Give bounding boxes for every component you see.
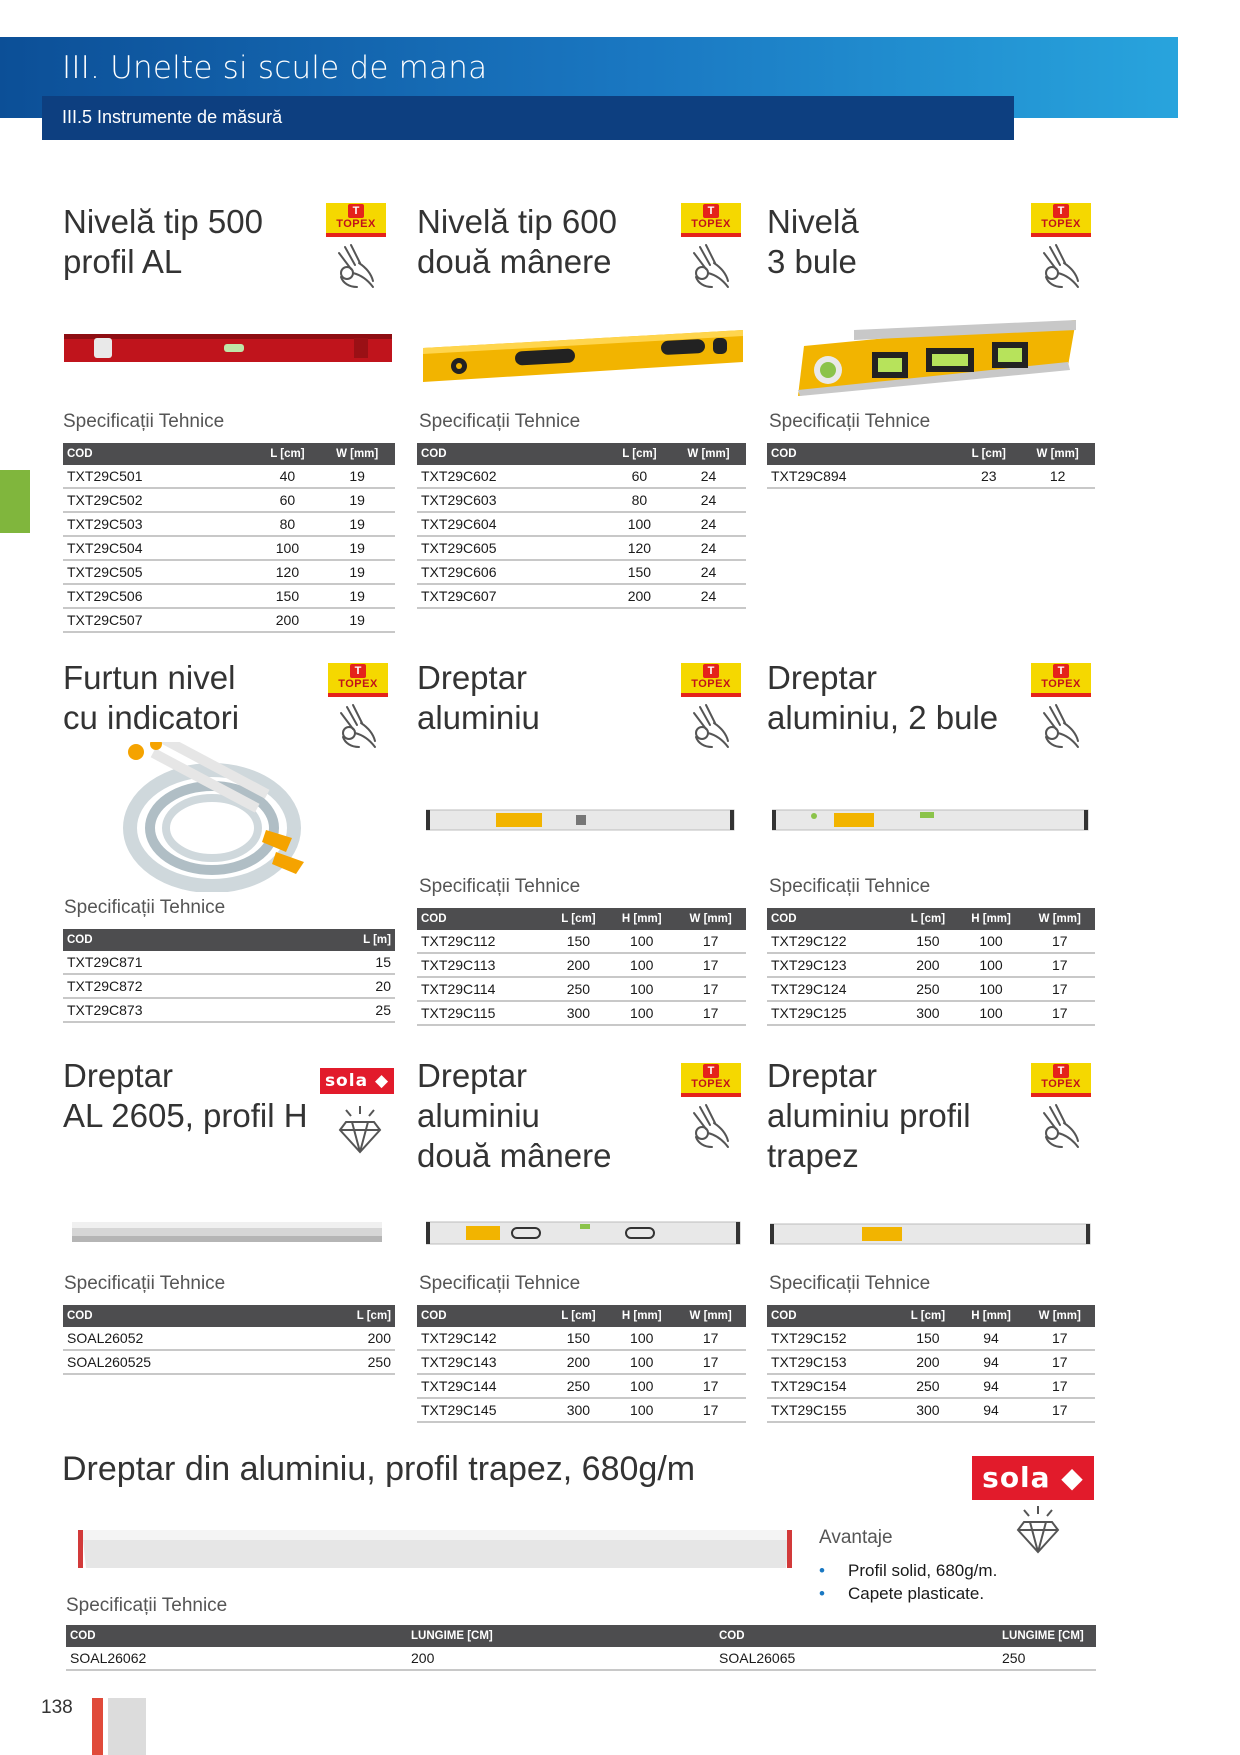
table-cell: 19: [319, 488, 395, 512]
advantage-item: • Capete plasticate.: [819, 1584, 997, 1607]
column-header: COD: [417, 908, 549, 930]
table-cell: 100: [608, 930, 675, 953]
table-cell: 100: [608, 1374, 675, 1398]
table-cell: TXT29C872: [63, 974, 295, 998]
table-row: [63, 465, 395, 488]
topex-t-mark: T: [703, 204, 719, 218]
table-cell: 40: [256, 465, 320, 488]
column-header: L [cm]: [898, 908, 957, 930]
table-cell: 100: [958, 930, 1025, 953]
table-cell: TXT29C143: [417, 1350, 549, 1374]
table-cell: 150: [549, 1327, 609, 1350]
table-cell: 250: [998, 1647, 1096, 1670]
spec-label: Specificații Tehnice: [63, 411, 225, 432]
column-header: COD: [767, 908, 898, 930]
table-cell: 24: [671, 584, 746, 608]
table-cell: 94: [958, 1350, 1025, 1374]
table-cell: TXT29C604: [417, 512, 608, 536]
topex-t-mark: T: [348, 204, 364, 218]
topex-wordmark: TOPEX: [1041, 218, 1081, 230]
topex-logo: [681, 203, 741, 237]
table-cell: 17: [675, 1398, 746, 1422]
table-cell: 24: [671, 465, 746, 488]
table-cell: 150: [898, 930, 957, 953]
topex-t-mark: T: [1053, 204, 1069, 218]
featured-product-image: [78, 1528, 792, 1570]
page-title: III. Unelte si scule de mana: [62, 50, 488, 86]
product-image-level-3-bubbles: [794, 318, 1080, 396]
table-cell: 120: [256, 560, 320, 584]
column-header: COD: [63, 1305, 295, 1327]
table-row: [417, 560, 746, 584]
column-header: L [m]: [295, 929, 395, 951]
product-image-trapeze-profile: [770, 1222, 1092, 1246]
table-header-row: [417, 443, 746, 465]
ok-hand-icon: [335, 703, 381, 754]
table-cell: 100: [256, 536, 320, 560]
table-cell: 17: [1025, 977, 1096, 1001]
table-cell: 250: [898, 1374, 957, 1398]
product-title: Dreptar aluminiu profil trapez: [767, 1057, 971, 1174]
topex-wordmark: TOPEX: [691, 218, 731, 230]
spec-label: Specificații Tehnice: [769, 876, 931, 897]
sola-wordmark: sola: [324, 1071, 369, 1091]
table-row: [767, 930, 1095, 953]
footer-marker-grey: [108, 1698, 146, 1755]
spec-table: [417, 908, 746, 1026]
table-cell: TXT29C123: [767, 953, 898, 977]
table-cell: 17: [675, 1350, 746, 1374]
table-cell: TXT29C153: [767, 1350, 898, 1374]
column-header: L [cm]: [957, 443, 1020, 465]
table-cell: TXT29C505: [63, 560, 256, 584]
table-row: [63, 1350, 395, 1374]
table-cell: 24: [671, 560, 746, 584]
table-cell: TXT29C602: [417, 465, 608, 488]
table-cell: TXT29C506: [63, 584, 256, 608]
advantages-list: [819, 1561, 997, 1607]
table-row: [63, 974, 395, 998]
table-cell: 80: [256, 512, 320, 536]
table-row: [767, 977, 1095, 1001]
table-cell: 24: [671, 536, 746, 560]
table-cell: 94: [958, 1374, 1025, 1398]
table-cell: 200: [898, 1350, 957, 1374]
table-cell: 150: [608, 560, 671, 584]
column-header: COD: [767, 443, 957, 465]
table-cell: 17: [675, 1327, 746, 1350]
spec-label: Specificații Tehnice: [64, 1273, 226, 1294]
table-header-row: [767, 443, 1095, 465]
table-cell: 250: [549, 977, 609, 1001]
topex-wordmark: TOPEX: [691, 678, 731, 690]
table-cell: TXT29C507: [63, 608, 256, 632]
spec-table: [63, 1305, 395, 1375]
table-row: [417, 1001, 746, 1025]
spec-table: [417, 1305, 746, 1423]
table-cell: 250: [898, 977, 957, 1001]
table-cell: TXT29C124: [767, 977, 898, 1001]
table-header-row: [417, 1305, 746, 1327]
table-cell: TXT29C605: [417, 536, 608, 560]
table-cell: 60: [608, 465, 671, 488]
table-row: [767, 1327, 1095, 1350]
table-cell: 24: [671, 512, 746, 536]
topex-wordmark: TOPEX: [1041, 1078, 1081, 1090]
diamond-icon: [1016, 1504, 1060, 1554]
table-cell: 17: [1025, 1350, 1096, 1374]
column-header: H [mm]: [958, 908, 1025, 930]
table-cell: 19: [319, 560, 395, 584]
table-row: [767, 953, 1095, 977]
spec-label: Specificații Tehnice: [769, 1273, 931, 1294]
topex-t-mark: T: [1053, 664, 1069, 678]
table-cell: 300: [898, 1001, 957, 1025]
section-subtitle: III.5 Instrumente de măsură: [62, 107, 283, 127]
table-cell: 100: [608, 1001, 675, 1025]
product-image-hose-level: [116, 742, 312, 892]
table-cell: TXT29C145: [417, 1398, 549, 1422]
product-title: Nivelă tip 600 două mânere: [417, 203, 617, 280]
table-cell: 23: [957, 465, 1020, 488]
table-cell: 15: [295, 951, 395, 974]
table-row: [417, 953, 746, 977]
table-cell: 17: [675, 1374, 746, 1398]
table-cell: SOAL26065: [715, 1647, 998, 1670]
table-cell: 150: [256, 584, 320, 608]
table-row: [417, 1374, 746, 1398]
spec-label: Specificații Tehnice: [769, 411, 931, 432]
column-header: L [cm]: [549, 908, 609, 930]
table-cell: 300: [898, 1398, 957, 1422]
table-cell: 19: [319, 465, 395, 488]
featured-spec-label: Specificații Tehnice: [66, 1595, 228, 1616]
table-cell: 300: [549, 1001, 609, 1025]
column-header: LUNGIME [CM]: [998, 1625, 1096, 1647]
table-row: [417, 465, 746, 488]
table-cell: TXT29C873: [63, 998, 295, 1022]
topex-logo: [1031, 203, 1091, 237]
table-row: [767, 1001, 1095, 1025]
topex-logo: [1031, 663, 1091, 697]
table-cell: 100: [608, 1350, 675, 1374]
table-header-row: [767, 1305, 1095, 1327]
table-row: [63, 512, 395, 536]
table-row: [63, 998, 395, 1022]
column-header: L [cm]: [608, 443, 671, 465]
table-row: [417, 977, 746, 1001]
table-cell: TXT29C113: [417, 953, 549, 977]
table-cell: 100: [608, 1398, 675, 1422]
table-row: [767, 1350, 1095, 1374]
topex-logo: [328, 663, 388, 697]
column-header: L [cm]: [256, 443, 320, 465]
product-title: Dreptar aluminiu: [417, 659, 540, 736]
table-cell: 17: [675, 930, 746, 953]
table-row: [417, 1398, 746, 1422]
table-cell: 200: [407, 1647, 715, 1670]
column-header: W [mm]: [675, 908, 746, 930]
table-cell: 17: [1025, 1327, 1096, 1350]
table-header-row: [66, 1625, 1096, 1647]
table-cell: 200: [549, 1350, 609, 1374]
table-cell: SOAL26062: [66, 1647, 407, 1670]
table-cell: TXT29C122: [767, 930, 898, 953]
topex-logo: [326, 203, 386, 237]
table-row: [63, 608, 395, 632]
table-cell: 100: [608, 953, 675, 977]
page-number: 138: [41, 1697, 73, 1718]
table-cell: 200: [295, 1327, 395, 1350]
featured-spec-table: [66, 1625, 1096, 1671]
featured-product-title: Dreptar din aluminiu, profil trapez, 680g/m: [62, 1450, 696, 1488]
table-cell: 19: [319, 512, 395, 536]
column-header: L [cm]: [898, 1305, 957, 1327]
spec-label: Specificații Tehnice: [419, 411, 581, 432]
spec-table: [63, 929, 395, 1023]
spec-table: [767, 443, 1095, 489]
table-row: [417, 1327, 746, 1350]
topex-wordmark: TOPEX: [338, 678, 378, 690]
table-cell: 200: [608, 584, 671, 608]
table-cell: 19: [319, 536, 395, 560]
column-header: W [mm]: [671, 443, 746, 465]
table-row: [63, 560, 395, 584]
table-cell: TXT29C144: [417, 1374, 549, 1398]
column-header: L [cm]: [295, 1305, 395, 1327]
product-image-straightedge-handles: [426, 1220, 742, 1246]
table-cell: 250: [295, 1350, 395, 1374]
table-row: [417, 536, 746, 560]
table-header-row: [767, 908, 1095, 930]
product-image-straightedge-2-bubbles: [772, 808, 1090, 832]
table-cell: TXT29C871: [63, 951, 295, 974]
spec-table: [417, 443, 746, 609]
table-header-row: [63, 443, 395, 465]
table-cell: TXT29C607: [417, 584, 608, 608]
table-row: [63, 536, 395, 560]
table-cell: 100: [958, 977, 1025, 1001]
product-image-straightedge: [426, 808, 736, 832]
table-row: [767, 1398, 1095, 1422]
table-cell: 200: [898, 953, 957, 977]
table-row: [66, 1647, 1096, 1670]
table-cell: 24: [671, 488, 746, 512]
column-header: COD: [417, 1305, 549, 1327]
table-cell: TXT29C154: [767, 1374, 898, 1398]
table-cell: 17: [1025, 1001, 1096, 1025]
table-row: [63, 951, 395, 974]
table-cell: TXT29C114: [417, 977, 549, 1001]
table-cell: 19: [319, 584, 395, 608]
column-header: COD: [63, 929, 295, 951]
table-row: [767, 1374, 1095, 1398]
table-cell: SOAL26052: [63, 1327, 295, 1350]
topex-t-mark: T: [703, 1064, 719, 1078]
table-cell: 100: [958, 953, 1025, 977]
table-cell: 17: [675, 953, 746, 977]
table-cell: TXT29C112: [417, 930, 549, 953]
column-header: LUNGIME [CM]: [407, 1625, 715, 1647]
table-row: [63, 1327, 395, 1350]
product-title: Dreptar AL 2605, profil H: [63, 1057, 308, 1134]
column-header: COD: [66, 1625, 407, 1647]
footer-marker-red: [92, 1698, 103, 1755]
table-cell: TXT29C142: [417, 1327, 549, 1350]
sola-logo: sola ◆: [972, 1456, 1094, 1500]
table-cell: 17: [1025, 930, 1096, 953]
product-image-level-600: [423, 330, 743, 386]
table-cell: SOAL260525: [63, 1350, 295, 1374]
table-cell: 94: [958, 1327, 1025, 1350]
topex-wordmark: TOPEX: [336, 218, 376, 230]
ok-hand-icon: [1038, 703, 1084, 754]
table-cell: 17: [1025, 953, 1096, 977]
table-cell: TXT29C606: [417, 560, 608, 584]
table-row: [417, 930, 746, 953]
topex-logo: [681, 1063, 741, 1097]
column-header: COD: [767, 1305, 898, 1327]
topex-logo: [681, 663, 741, 697]
table-cell: TXT29C501: [63, 465, 256, 488]
table-row: [417, 584, 746, 608]
table-cell: 250: [549, 1374, 609, 1398]
table-cell: TXT29C503: [63, 512, 256, 536]
table-cell: 300: [549, 1398, 609, 1422]
column-header: COD: [63, 443, 256, 465]
table-cell: 60: [256, 488, 320, 512]
spec-table: [63, 443, 395, 633]
table-header-row: [417, 908, 746, 930]
table-cell: 100: [958, 1001, 1025, 1025]
table-cell: 150: [549, 930, 609, 953]
product-title: Furtun nivel cu indicatori: [63, 659, 240, 736]
column-header: W [mm]: [319, 443, 395, 465]
column-header: COD: [417, 443, 608, 465]
advantages-title: Avantaje: [819, 1527, 893, 1548]
table-cell: TXT29C125: [767, 1001, 898, 1025]
table-cell: 150: [898, 1327, 957, 1350]
column-header: W [mm]: [675, 1305, 746, 1327]
table-cell: TXT29C894: [767, 465, 957, 488]
ok-hand-icon: [333, 243, 379, 294]
table-cell: 100: [608, 977, 675, 1001]
column-header: W [mm]: [1025, 908, 1096, 930]
table-cell: 100: [608, 1327, 675, 1350]
table-cell: TXT29C603: [417, 488, 608, 512]
table-cell: 17: [675, 1001, 746, 1025]
table-cell: 17: [1025, 1398, 1096, 1422]
product-title: Dreptar aluminiu două mânere: [417, 1057, 612, 1174]
table-cell: 100: [608, 512, 671, 536]
spec-table: [767, 1305, 1095, 1423]
column-header: W [mm]: [1025, 1305, 1096, 1327]
table-row: [63, 584, 395, 608]
product-title: Nivelă tip 500 profil AL: [63, 203, 263, 280]
ok-hand-icon: [1038, 1103, 1084, 1154]
product-title: Dreptar aluminiu, 2 bule: [767, 659, 999, 736]
ok-hand-icon: [688, 243, 734, 294]
ok-hand-icon: [688, 1103, 734, 1154]
table-cell: 17: [675, 977, 746, 1001]
table-cell: 25: [295, 998, 395, 1022]
topex-t-mark: T: [350, 664, 366, 678]
section-tab-marker: [0, 470, 30, 533]
topex-wordmark: TOPEX: [691, 1078, 731, 1090]
spec-label: Specificații Tehnice: [64, 897, 226, 918]
topex-wordmark: TOPEX: [1041, 678, 1081, 690]
sola-logo: sola ◆: [320, 1068, 394, 1094]
column-header: COD: [715, 1625, 998, 1647]
column-header: W [mm]: [1020, 443, 1095, 465]
table-cell: TXT29C504: [63, 536, 256, 560]
column-header: H [mm]: [608, 908, 675, 930]
table-cell: 200: [549, 953, 609, 977]
table-header-row: [63, 1305, 395, 1327]
table-row: [63, 488, 395, 512]
topex-logo: [1031, 1063, 1091, 1097]
spec-table: [767, 908, 1095, 1026]
table-header-row: [63, 929, 395, 951]
product-image-level-500: [64, 332, 394, 366]
table-cell: 120: [608, 536, 671, 560]
ok-hand-icon: [1038, 243, 1084, 294]
table-cell: TXT29C155: [767, 1398, 898, 1422]
table-row: [417, 1350, 746, 1374]
advantage-item: • Profil solid, 680g/m.: [819, 1561, 997, 1584]
table-cell: 80: [608, 488, 671, 512]
diamond-icon: [338, 1104, 382, 1159]
table-cell: 19: [319, 608, 395, 632]
topex-t-mark: T: [1053, 1064, 1069, 1078]
column-header: L [cm]: [549, 1305, 609, 1327]
table-cell: 17: [1025, 1374, 1096, 1398]
table-cell: 94: [958, 1398, 1025, 1422]
table-cell: TXT29C502: [63, 488, 256, 512]
spec-label: Specificații Tehnice: [419, 1273, 581, 1294]
table-cell: 12: [1020, 465, 1095, 488]
spec-label: Specificații Tehnice: [419, 876, 581, 897]
product-title: Nivelă 3 bule: [767, 203, 859, 280]
table-cell: 20: [295, 974, 395, 998]
table-row: [417, 512, 746, 536]
column-header: H [mm]: [958, 1305, 1025, 1327]
product-image-profile-h: [72, 1222, 384, 1244]
topex-t-mark: T: [703, 664, 719, 678]
table-row: [417, 488, 746, 512]
table-cell: TXT29C152: [767, 1327, 898, 1350]
column-header: H [mm]: [608, 1305, 675, 1327]
ok-hand-icon: [688, 703, 734, 754]
table-row: [767, 465, 1095, 488]
table-cell: TXT29C115: [417, 1001, 549, 1025]
table-cell: 200: [256, 608, 320, 632]
